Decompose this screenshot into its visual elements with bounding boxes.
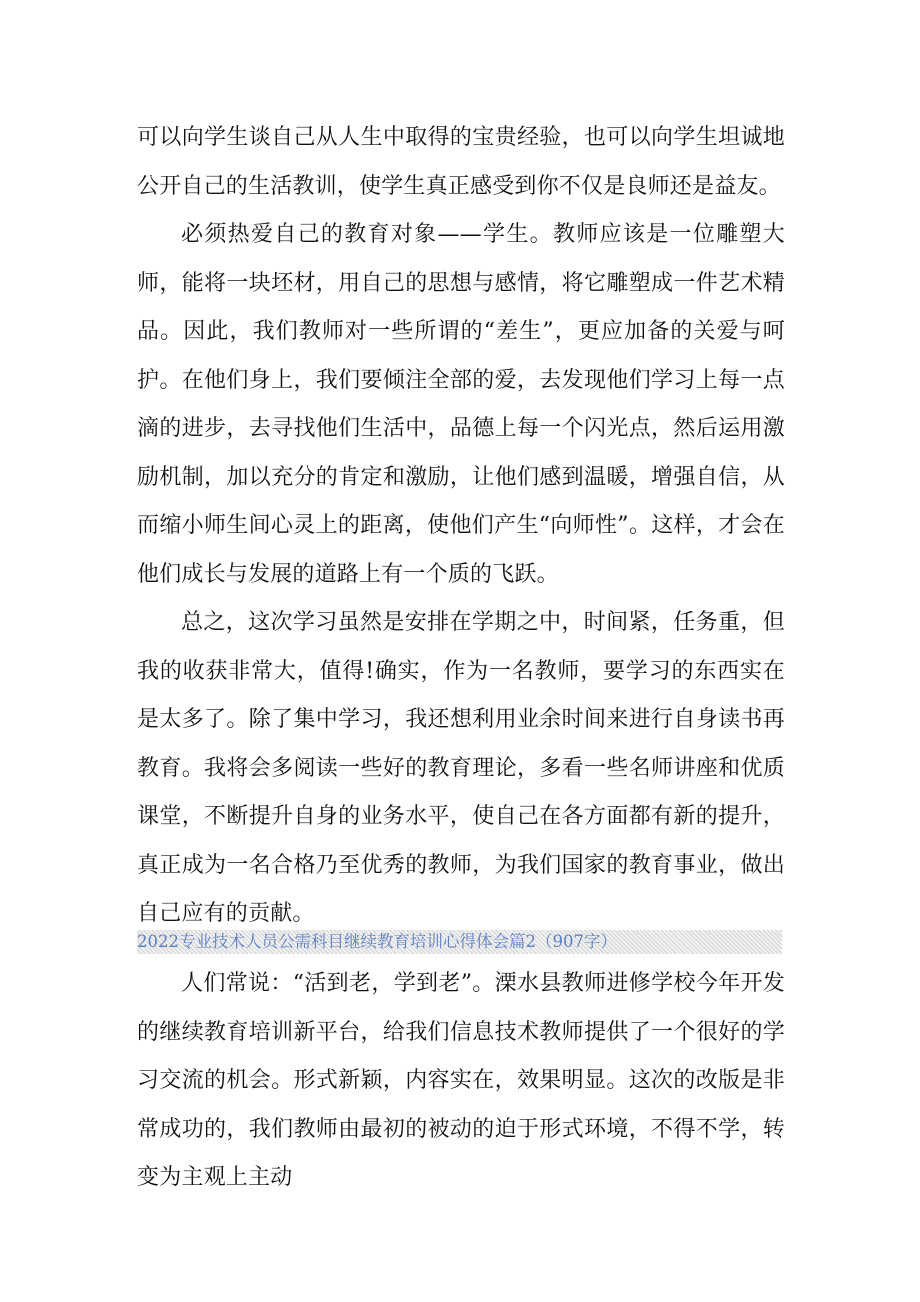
paragraph-article-2-intro: 人们常说：“活到老，学到老”。溧水县教师进修学校今年开发的继续教育培训新平台，给我们信息技术教师提供了一个很好的学习交流的机会。形式新颖，内容实在，效果明显。这次的改版是非常成功的，我们教师由最初的被动的迫于形式环境，不得不学，转变为主观上主动	[137, 971, 785, 1190]
paragraph-continued: 可以向学生谈自己从人生中取得的宝贵经验，也可以向学生坦诚地公开自己的生活教训，使学生真正感受到你不仅是良师还是益友。	[137, 125, 785, 199]
paragraph-conclusion: 总之，这次学习虽然是安排在学期之中，时间紧，任务重，但我的收获非常大，值得!确实，作为一名教师，要学习的东西实在是太多了。除了集中学习，我还想利用业余时间来进行自身读书再教育。我将会多阅读一些好的教育理论，多看一些名师讲座和优质课堂，不断提升自身的业务水平，使自己在各方面都有新的提升，真正成为一名合格乃至优秀的教师，为我们国家的教育事业，做出自己应有的贡献。	[137, 610, 785, 926]
section-heading: 2022专业技术人员公需科目继续教育培训心得体会篇2（907字）	[137, 930, 782, 954]
paragraph-love-students: 必须热爱自己的教育对象——学生。教师应该是一位雕塑大师，能将一块坯材，用自己的思想与感情，将它雕塑成一件艺术精品。因此，我们教师对一些所谓的“差生”，更应加备的关爱与呵护。在他们身上，我们要倾注全部的爱，去发现他们学习上每一点滴的进步，去寻找他们生活中，品德上每一个闪光点，然后运用激励机制，加以充分的肯定和激励，让他们感到温暖，增强自信，从而缩小师生间心灵上的距离，使他们产生“向师性”。这样，才会在他们成长与发展的道路上有一个质的飞跃。	[137, 222, 785, 587]
